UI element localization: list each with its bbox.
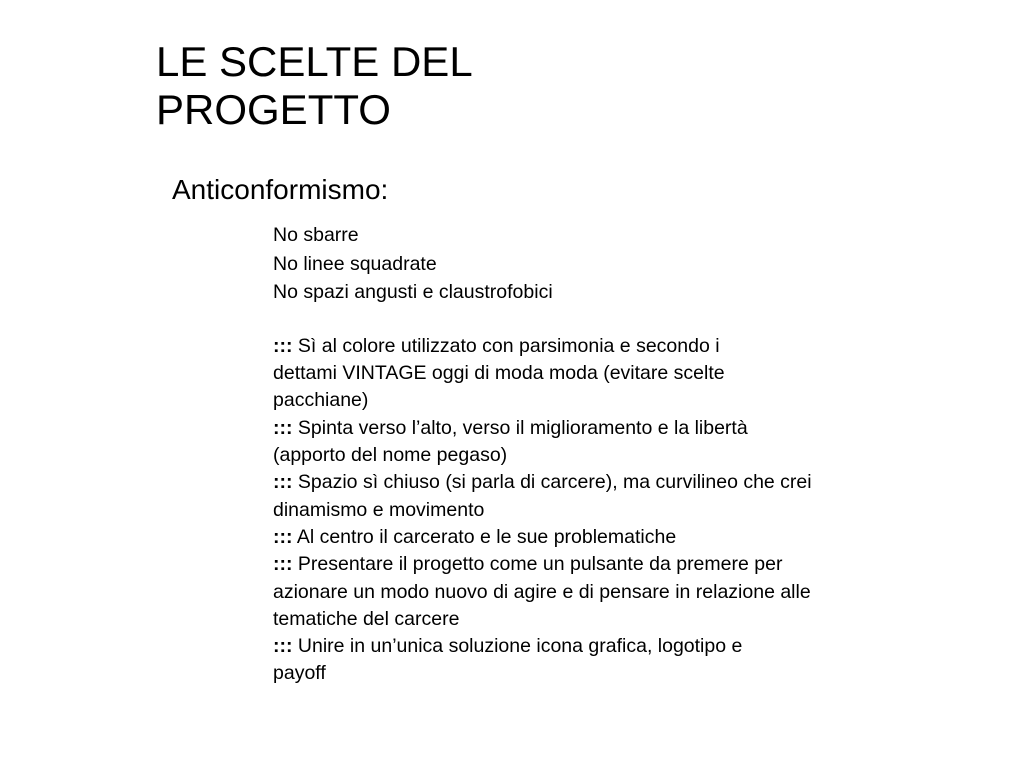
bullet-text: azionare un modo nuovo di agire e di pensare in relazione alle bbox=[273, 580, 811, 603]
negative-item: No spazi angusti e claustrofobici bbox=[273, 280, 553, 303]
bullet-text: Spinta verso l’alto, verso il miglioramento e la libertà bbox=[292, 416, 748, 439]
bullet-text: pacchiane) bbox=[273, 389, 369, 412]
bullet-marker: ::: bbox=[273, 471, 293, 494]
slide-title bbox=[156, 38, 576, 134]
slide-title-line: PROGETTO bbox=[156, 86, 391, 133]
bullet-item bbox=[273, 469, 913, 524]
bullet-item bbox=[273, 333, 913, 415]
slide-title-line: LE SCELTE DEL bbox=[156, 38, 473, 85]
bullet-marker: ::: bbox=[273, 553, 293, 576]
bullet-item bbox=[273, 551, 913, 633]
bullet-marker: ::: bbox=[273, 525, 293, 548]
bullet-item bbox=[273, 524, 913, 551]
bullet-marker: ::: bbox=[273, 416, 293, 439]
section-heading: Anticonformismo: bbox=[172, 174, 389, 205]
negatives-list bbox=[273, 222, 913, 306]
bullet-text: payoff bbox=[273, 662, 326, 685]
bullet-text: (apporto del nome pegaso) bbox=[273, 444, 508, 467]
bullet-text: Al centro il carcerato e le sue problematiche bbox=[292, 525, 677, 548]
bullet-text: Presentare il progetto come un pulsante da premere per bbox=[292, 553, 783, 576]
spacer bbox=[273, 306, 913, 333]
bullet-text: dettami VINTAGE oggi di moda moda (evitare scelte bbox=[273, 362, 725, 385]
bullet-marker: ::: bbox=[273, 334, 293, 357]
bullet-text: Sì al colore utilizzato con parsimonia e secondo i bbox=[292, 334, 720, 357]
bullet-marker: ::: bbox=[273, 635, 293, 658]
bullet-item bbox=[273, 415, 913, 470]
bullet-text: tematiche del carcere bbox=[273, 607, 460, 630]
bullet-text: Spazio sì chiuso (si parla di carcere), ma curvilineo che crei bbox=[292, 471, 812, 494]
negative-item: No linee squadrate bbox=[273, 253, 437, 276]
body-text bbox=[273, 222, 913, 688]
bullet-list bbox=[273, 333, 913, 688]
negative-item: No sbarre bbox=[273, 224, 359, 246]
bullet-text: Unire in un’unica soluzione icona grafica, logotipo e bbox=[292, 635, 743, 658]
bullet-item bbox=[273, 633, 913, 688]
bullet-text: dinamismo e movimento bbox=[273, 498, 485, 521]
